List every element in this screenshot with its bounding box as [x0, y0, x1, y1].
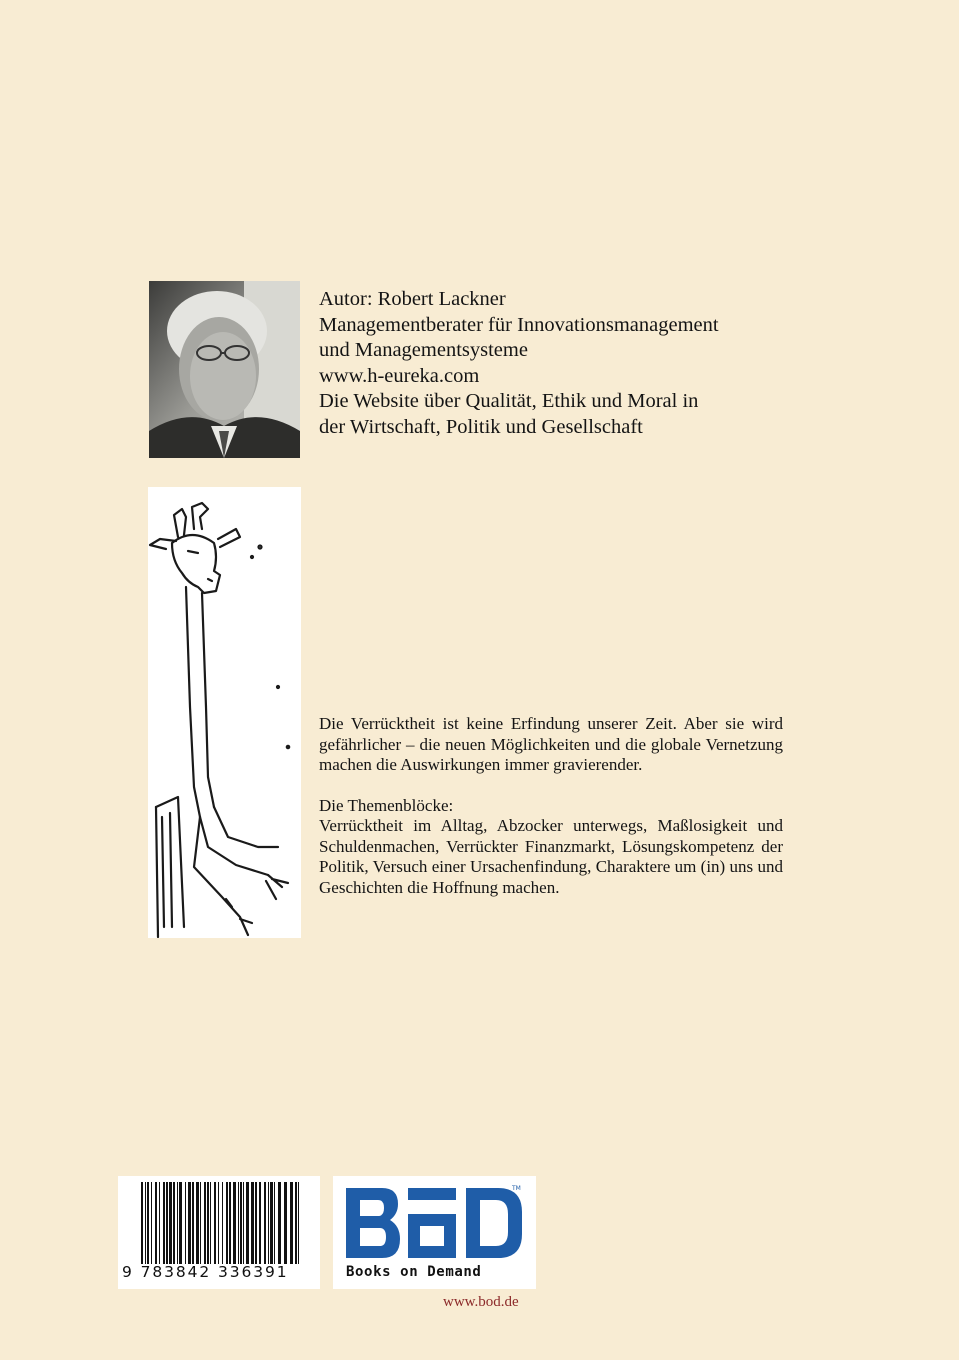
svg-text:TM: TM — [512, 1185, 521, 1192]
barcode-bar — [238, 1182, 239, 1264]
barcode-bar — [290, 1182, 293, 1264]
barcode-bar — [163, 1182, 165, 1264]
barcode-bar — [278, 1182, 281, 1264]
barcode-bar — [147, 1182, 149, 1264]
author-website: www.h-eureka.com — [319, 364, 480, 387]
barcode-bar — [255, 1182, 257, 1264]
isbn-number: 9 783842 336391 — [122, 1263, 289, 1281]
publisher-logo — [333, 1176, 536, 1289]
barcode-bar — [229, 1182, 231, 1264]
barcode-bar — [246, 1182, 249, 1264]
barcode-bar — [210, 1182, 211, 1264]
barcode-bar — [166, 1182, 168, 1264]
publisher-url[interactable]: www.bod.de — [443, 1294, 519, 1310]
barcode-bar — [188, 1182, 191, 1264]
barcode-bar — [177, 1182, 178, 1264]
giraffe-sketch — [148, 487, 301, 938]
barcode-bar — [151, 1182, 152, 1264]
website-description: Die Website über Qualität, Ethik und Moral in — [319, 390, 699, 412]
barcode-bar — [298, 1182, 299, 1264]
barcode-bar — [207, 1182, 209, 1264]
website-description-cont: der Wirtschaft, Politik und Gesellschaft — [319, 415, 643, 438]
barcode-bar — [185, 1182, 186, 1264]
barcode-bar — [192, 1182, 194, 1264]
barcode-bar — [226, 1182, 228, 1264]
barcode-bar — [233, 1182, 236, 1264]
isbn-barcode — [118, 1176, 320, 1289]
author-name: Autor: Robert Lackner — [319, 288, 506, 310]
barcode-bar — [141, 1182, 143, 1264]
intro-paragraph: Die Verrücktheit ist keine Erfindung unserer Zeit. Aber sie wird gefährlicher – die neuen Möglichkeiten und die globale Vernetzung machen die Auswirkungen immer gravierender. — [319, 714, 783, 774]
topics-heading: Die Themenblöcke: — [319, 795, 454, 815]
barcode-bar — [284, 1182, 287, 1264]
barcode-bar — [169, 1182, 172, 1264]
barcode-bar — [240, 1182, 242, 1264]
barcode-bar — [214, 1182, 216, 1264]
barcode-bar — [196, 1182, 199, 1264]
author-role-cont: und Managementsysteme — [319, 339, 528, 361]
bod-tagline: Books on Demand — [346, 1264, 482, 1280]
barcode-bar — [145, 1182, 146, 1264]
author-photo — [149, 281, 300, 458]
barcode-bar — [270, 1182, 273, 1264]
barcode-bar — [274, 1182, 275, 1264]
barcode-bar — [222, 1182, 223, 1264]
barcode-bar — [243, 1182, 244, 1264]
barcode-bar — [268, 1182, 269, 1264]
barcode-bar — [259, 1182, 261, 1264]
barcode-bar — [295, 1182, 297, 1264]
author-info — [319, 287, 799, 440]
author-role: Managementberater für Innovationsmanagement — [319, 313, 719, 336]
barcode-bar — [179, 1182, 182, 1264]
barcode-bar — [155, 1182, 157, 1264]
book-description — [319, 714, 783, 898]
barcode-bar — [251, 1182, 254, 1264]
barcode-bar — [264, 1182, 266, 1264]
barcode-bar — [200, 1182, 201, 1264]
barcode-bar — [218, 1182, 219, 1264]
topics-list: Verrücktheit im Alltag, Abzocker unterwegs, Maßlosigkeit und Schuldenmachen, Verrückter Finanzmarkt, Lösungskompetenz der Politik, Versuch einer Ursachenfindung, Charaktere um (in) uns und Geschichten die Hoffnung machen. — [319, 816, 783, 897]
barcode-bars — [139, 1182, 305, 1264]
barcode-bar — [159, 1182, 160, 1264]
bod-logo-mark — [342, 1184, 527, 1262]
barcode-bar — [204, 1182, 206, 1264]
barcode-bar — [173, 1182, 175, 1264]
